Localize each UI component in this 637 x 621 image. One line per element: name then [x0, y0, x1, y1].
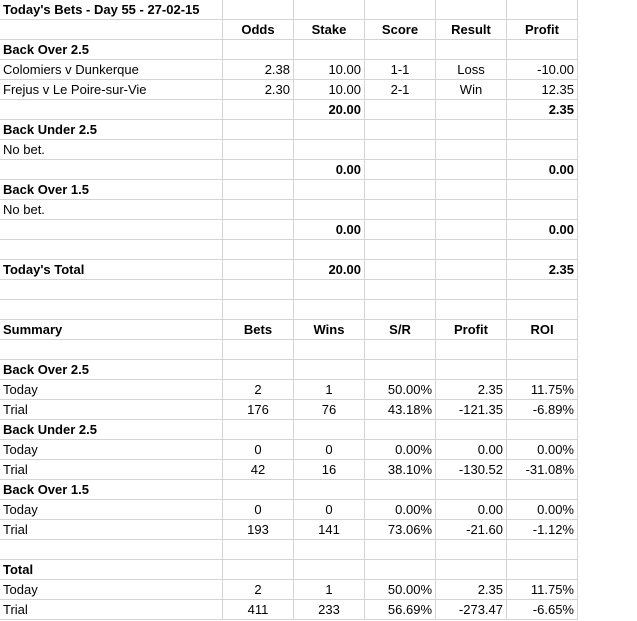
sheet-cell[interactable] [223, 240, 294, 260]
sheet-cell[interactable] [294, 480, 365, 500]
sheet-cell[interactable]: 0.00 [436, 440, 507, 460]
sheet-cell[interactable]: 2.35 [507, 260, 578, 280]
sheet-cell[interactable]: 233 [294, 600, 365, 620]
sheet-cell[interactable] [294, 40, 365, 60]
sheet-cell[interactable] [507, 120, 578, 140]
sheet-cell[interactable] [223, 140, 294, 160]
sheet-row [0, 40, 578, 60]
sheet-row [0, 280, 578, 300]
sheet-cell[interactable] [436, 140, 507, 160]
sheet-cell[interactable] [0, 540, 223, 560]
sheet-cell[interactable] [223, 260, 294, 280]
sheet-cell[interactable]: Today [0, 380, 223, 400]
sheet-cell[interactable]: 176 [223, 400, 294, 420]
sheet-row [0, 120, 578, 140]
sheet-cell[interactable]: ROI [507, 320, 578, 340]
sheet-cell[interactable] [294, 280, 365, 300]
sheet-cell[interactable]: 0.00% [507, 440, 578, 460]
sheet-cell[interactable] [223, 300, 294, 320]
sheet-cell[interactable] [365, 420, 436, 440]
sheet-cell[interactable] [507, 140, 578, 160]
sheet-row [0, 520, 578, 540]
sheet-cell[interactable] [365, 100, 436, 120]
sheet-cell[interactable]: Back Over 2.5 [0, 360, 223, 380]
sheet-cell[interactable]: 10.00 [294, 80, 365, 100]
sheet-cell[interactable] [507, 200, 578, 220]
sheet-cell[interactable] [436, 540, 507, 560]
sheet-cell[interactable] [223, 40, 294, 60]
sheet-cell[interactable]: 16 [294, 460, 365, 480]
sheet-cell[interactable] [294, 360, 365, 380]
sheet-cell[interactable] [0, 20, 223, 40]
sheet-cell[interactable] [0, 240, 223, 260]
sheet-cell[interactable] [294, 540, 365, 560]
sheet-cell[interactable] [365, 40, 436, 60]
sheet-cell[interactable]: Trial [0, 600, 223, 620]
sheet-cell[interactable] [0, 300, 223, 320]
sheet-cell[interactable]: Today's Bets - Day 55 - 27-02-15 [0, 0, 223, 20]
sheet-cell[interactable] [436, 0, 507, 20]
sheet-row [0, 260, 578, 280]
sheet-cell[interactable] [436, 280, 507, 300]
sheet-cell[interactable] [365, 140, 436, 160]
sheet-cell[interactable] [223, 480, 294, 500]
sheet-cell[interactable]: Back Over 2.5 [0, 40, 223, 60]
sheet-cell[interactable]: -273.47 [436, 600, 507, 620]
sheet-cell[interactable] [294, 120, 365, 140]
sheet-cell[interactable] [0, 280, 223, 300]
sheet-cell[interactable] [436, 40, 507, 60]
sheet-cell[interactable] [365, 480, 436, 500]
sheet-cell[interactable]: 11.75% [507, 380, 578, 400]
sheet-cell[interactable]: 2.35 [507, 100, 578, 120]
sheet-cell[interactable]: 56.69% [365, 600, 436, 620]
sheet-row [0, 180, 578, 200]
sheet-cell[interactable]: 20.00 [294, 100, 365, 120]
sheet-cell[interactable]: No bet. [0, 200, 223, 220]
sheet-row [0, 380, 578, 400]
sheet-cell[interactable] [365, 260, 436, 280]
sheet-cell[interactable]: 0.00 [294, 160, 365, 180]
sheet-cell[interactable]: Back Over 1.5 [0, 480, 223, 500]
sheet-cell[interactable] [223, 540, 294, 560]
sheet-cell[interactable] [507, 480, 578, 500]
sheet-row [0, 240, 578, 260]
sheet-cell[interactable]: Frejus v Le Poire-sur-Vie [0, 80, 223, 100]
sheet-cell[interactable] [223, 420, 294, 440]
sheet-row [0, 300, 578, 320]
sheet-cell[interactable] [365, 200, 436, 220]
sheet-row [0, 220, 578, 240]
sheet-cell[interactable]: 0.00 [507, 160, 578, 180]
sheet-cell[interactable] [436, 120, 507, 140]
sheet-cell[interactable]: 1-1 [365, 60, 436, 80]
sheet-cell[interactable]: 20.00 [294, 260, 365, 280]
sheet-cell[interactable]: 0 [223, 440, 294, 460]
sheet-cell[interactable]: 10.00 [294, 60, 365, 80]
sheet-cell[interactable] [365, 540, 436, 560]
sheet-cell[interactable]: Result [436, 20, 507, 40]
sheet-cell[interactable]: 76 [294, 400, 365, 420]
sheet-row [0, 60, 578, 80]
sheet-row [0, 500, 578, 520]
sheet-cell[interactable] [507, 0, 578, 20]
sheet-cell[interactable]: -10.00 [507, 60, 578, 80]
sheet-cell[interactable] [223, 280, 294, 300]
sheet-cell[interactable] [0, 340, 223, 360]
sheet-cell[interactable]: No bet. [0, 140, 223, 160]
sheet-cell[interactable] [223, 360, 294, 380]
sheet-cell[interactable]: -6.65% [507, 600, 578, 620]
sheet-cell[interactable]: 1 [294, 580, 365, 600]
sheet-cell[interactable] [365, 160, 436, 180]
sheet-cell[interactable]: 43.18% [365, 400, 436, 420]
sheet-cell[interactable] [294, 0, 365, 20]
sheet-cell[interactable] [223, 340, 294, 360]
sheet-cell[interactable] [507, 540, 578, 560]
sheet-cell[interactable] [294, 180, 365, 200]
sheet-cell[interactable] [223, 180, 294, 200]
sheet-row [0, 360, 578, 380]
sheet-row [0, 580, 578, 600]
sheet-cell[interactable]: -130.52 [436, 460, 507, 480]
sheet-row [0, 420, 578, 440]
sheet-cell[interactable]: -1.12% [507, 520, 578, 540]
sheet-cell[interactable] [436, 240, 507, 260]
sheet-cell[interactable]: 0.00 [436, 500, 507, 520]
sheet-cell[interactable]: 2.35 [436, 580, 507, 600]
sheet-cell[interactable] [365, 0, 436, 20]
sheet-row [0, 100, 578, 120]
sheet-cell[interactable] [0, 220, 223, 240]
sheet-cell[interactable]: 411 [223, 600, 294, 620]
sheet-cell[interactable]: 2.38 [223, 60, 294, 80]
sheet-cell[interactable] [294, 200, 365, 220]
sheet-cell[interactable]: -6.89% [507, 400, 578, 420]
sheet-cell[interactable] [223, 220, 294, 240]
sheet-cell[interactable] [365, 340, 436, 360]
sheet-cell[interactable] [223, 200, 294, 220]
sheet-cell[interactable] [294, 420, 365, 440]
sheet-cell[interactable]: Back Over 1.5 [0, 180, 223, 200]
sheet-cell[interactable]: 0.00% [365, 440, 436, 460]
sheet-cell[interactable] [365, 280, 436, 300]
sheet-row [0, 560, 578, 580]
sheet-cell[interactable]: 38.10% [365, 460, 436, 480]
sheet-cell[interactable]: 0.00% [365, 500, 436, 520]
sheet-cell[interactable]: Total [0, 560, 223, 580]
sheet-cell[interactable] [365, 360, 436, 380]
sheet-row [0, 200, 578, 220]
sheet-cell[interactable] [507, 180, 578, 200]
sheet-cell[interactable]: 12.35 [507, 80, 578, 100]
sheet-cell[interactable] [507, 40, 578, 60]
sheet-cell[interactable] [223, 100, 294, 120]
sheet-row [0, 320, 578, 340]
sheet-cell[interactable] [294, 140, 365, 160]
sheet-cell[interactable] [436, 420, 507, 440]
sheet-cell[interactable]: 2 [223, 380, 294, 400]
sheet-cell[interactable]: 11.75% [507, 580, 578, 600]
sheet-cell[interactable] [0, 100, 223, 120]
sheet-row [0, 80, 578, 100]
sheet-cell[interactable] [507, 420, 578, 440]
sheet-row [0, 140, 578, 160]
sheet-cell[interactable]: 193 [223, 520, 294, 540]
sheet-cell[interactable]: -31.08% [507, 460, 578, 480]
sheet-row [0, 400, 578, 420]
sheet-row [0, 160, 578, 180]
sheet-cell[interactable]: 2.30 [223, 80, 294, 100]
sheet-cell[interactable]: 0 [294, 500, 365, 520]
sheet-cell[interactable] [436, 200, 507, 220]
sheet-row [0, 480, 578, 500]
sheet-row [0, 540, 578, 560]
sheet-cell[interactable] [436, 340, 507, 360]
sheet-cell[interactable] [436, 560, 507, 580]
sheet-cell[interactable] [223, 160, 294, 180]
sheet-cell[interactable]: Loss [436, 60, 507, 80]
sheet-cell[interactable] [365, 120, 436, 140]
sheet-cell[interactable]: Trial [0, 460, 223, 480]
sheet-cell[interactable] [223, 0, 294, 20]
sheet-cell[interactable] [223, 120, 294, 140]
sheet-cell[interactable]: 0.00 [507, 220, 578, 240]
sheet-cell[interactable] [436, 100, 507, 120]
sheet-cell[interactable]: 0.00 [294, 220, 365, 240]
sheet-cell[interactable] [507, 300, 578, 320]
sheet-cell[interactable]: 0.00% [507, 500, 578, 520]
sheet-cell[interactable] [436, 300, 507, 320]
sheet-cell[interactable]: 0 [294, 440, 365, 460]
sheet-cell[interactable]: Odds [223, 20, 294, 40]
sheet-cell[interactable]: 42 [223, 460, 294, 480]
sheet-row [0, 600, 578, 620]
sheet-cell[interactable]: 141 [294, 520, 365, 540]
sheet-cell[interactable] [365, 240, 436, 260]
sheet-cell[interactable] [507, 340, 578, 360]
sheet-cell[interactable] [365, 220, 436, 240]
sheet-row [0, 0, 578, 20]
sheet-cell[interactable]: Today [0, 500, 223, 520]
sheet-cell[interactable]: Trial [0, 520, 223, 540]
sheet-cell[interactable] [294, 300, 365, 320]
sheet-cell[interactable] [294, 340, 365, 360]
sheet-cell[interactable]: Colomiers v Dunkerque [0, 60, 223, 80]
sheet-cell[interactable] [436, 220, 507, 240]
sheet-cell[interactable]: 0 [223, 500, 294, 520]
sheet-cell[interactable]: Today's Total [0, 260, 223, 280]
sheet-cell[interactable] [436, 180, 507, 200]
sheet-cell[interactable] [365, 180, 436, 200]
sheet-cell[interactable] [365, 300, 436, 320]
sheet-cell[interactable] [223, 560, 294, 580]
sheet-cell[interactable] [365, 560, 436, 580]
sheet-cell[interactable]: 50.00% [365, 580, 436, 600]
sheet-cell[interactable]: Back Under 2.5 [0, 420, 223, 440]
sheet-cell[interactable] [294, 560, 365, 580]
sheet-cell[interactable]: 73.06% [365, 520, 436, 540]
sheet-cell[interactable] [0, 160, 223, 180]
sheet-cell[interactable]: Trial [0, 400, 223, 420]
sheet-cell[interactable]: 2-1 [365, 80, 436, 100]
sheet-cell[interactable]: Today [0, 580, 223, 600]
sheet-cell[interactable]: Today [0, 440, 223, 460]
sheet-cell[interactable]: Bets [223, 320, 294, 340]
sheet-cell[interactable]: 2 [223, 580, 294, 600]
sheet-cell[interactable]: 2.35 [436, 380, 507, 400]
sheet-cell[interactable]: S/R [365, 320, 436, 340]
sheet-cell[interactable] [507, 240, 578, 260]
sheet-cell[interactable]: Profit [436, 320, 507, 340]
sheet-cell[interactable]: Stake [294, 20, 365, 40]
sheet-cell[interactable]: -121.35 [436, 400, 507, 420]
sheet-row [0, 340, 578, 360]
sheet-cell[interactable]: 1 [294, 380, 365, 400]
sheet-cell[interactable] [294, 240, 365, 260]
sheet-cell[interactable] [436, 360, 507, 380]
sheet-cell[interactable]: Back Under 2.5 [0, 120, 223, 140]
sheet-cell[interactable] [507, 280, 578, 300]
sheet-cell[interactable]: Wins [294, 320, 365, 340]
sheet-cell[interactable] [507, 360, 578, 380]
sheet-cell[interactable] [436, 260, 507, 280]
sheet-cell[interactable] [436, 480, 507, 500]
sheet-cell[interactable] [507, 560, 578, 580]
sheet-row [0, 20, 578, 40]
sheet-cell[interactable]: Summary [0, 320, 223, 340]
sheet-cell[interactable]: Score [365, 20, 436, 40]
sheet-cell[interactable]: Win [436, 80, 507, 100]
sheet-cell[interactable]: Profit [507, 20, 578, 40]
sheet-row [0, 440, 578, 460]
sheet-cell[interactable] [436, 160, 507, 180]
sheet-cell[interactable]: 50.00% [365, 380, 436, 400]
sheet-row [0, 460, 578, 480]
sheet-cell[interactable]: -21.60 [436, 520, 507, 540]
